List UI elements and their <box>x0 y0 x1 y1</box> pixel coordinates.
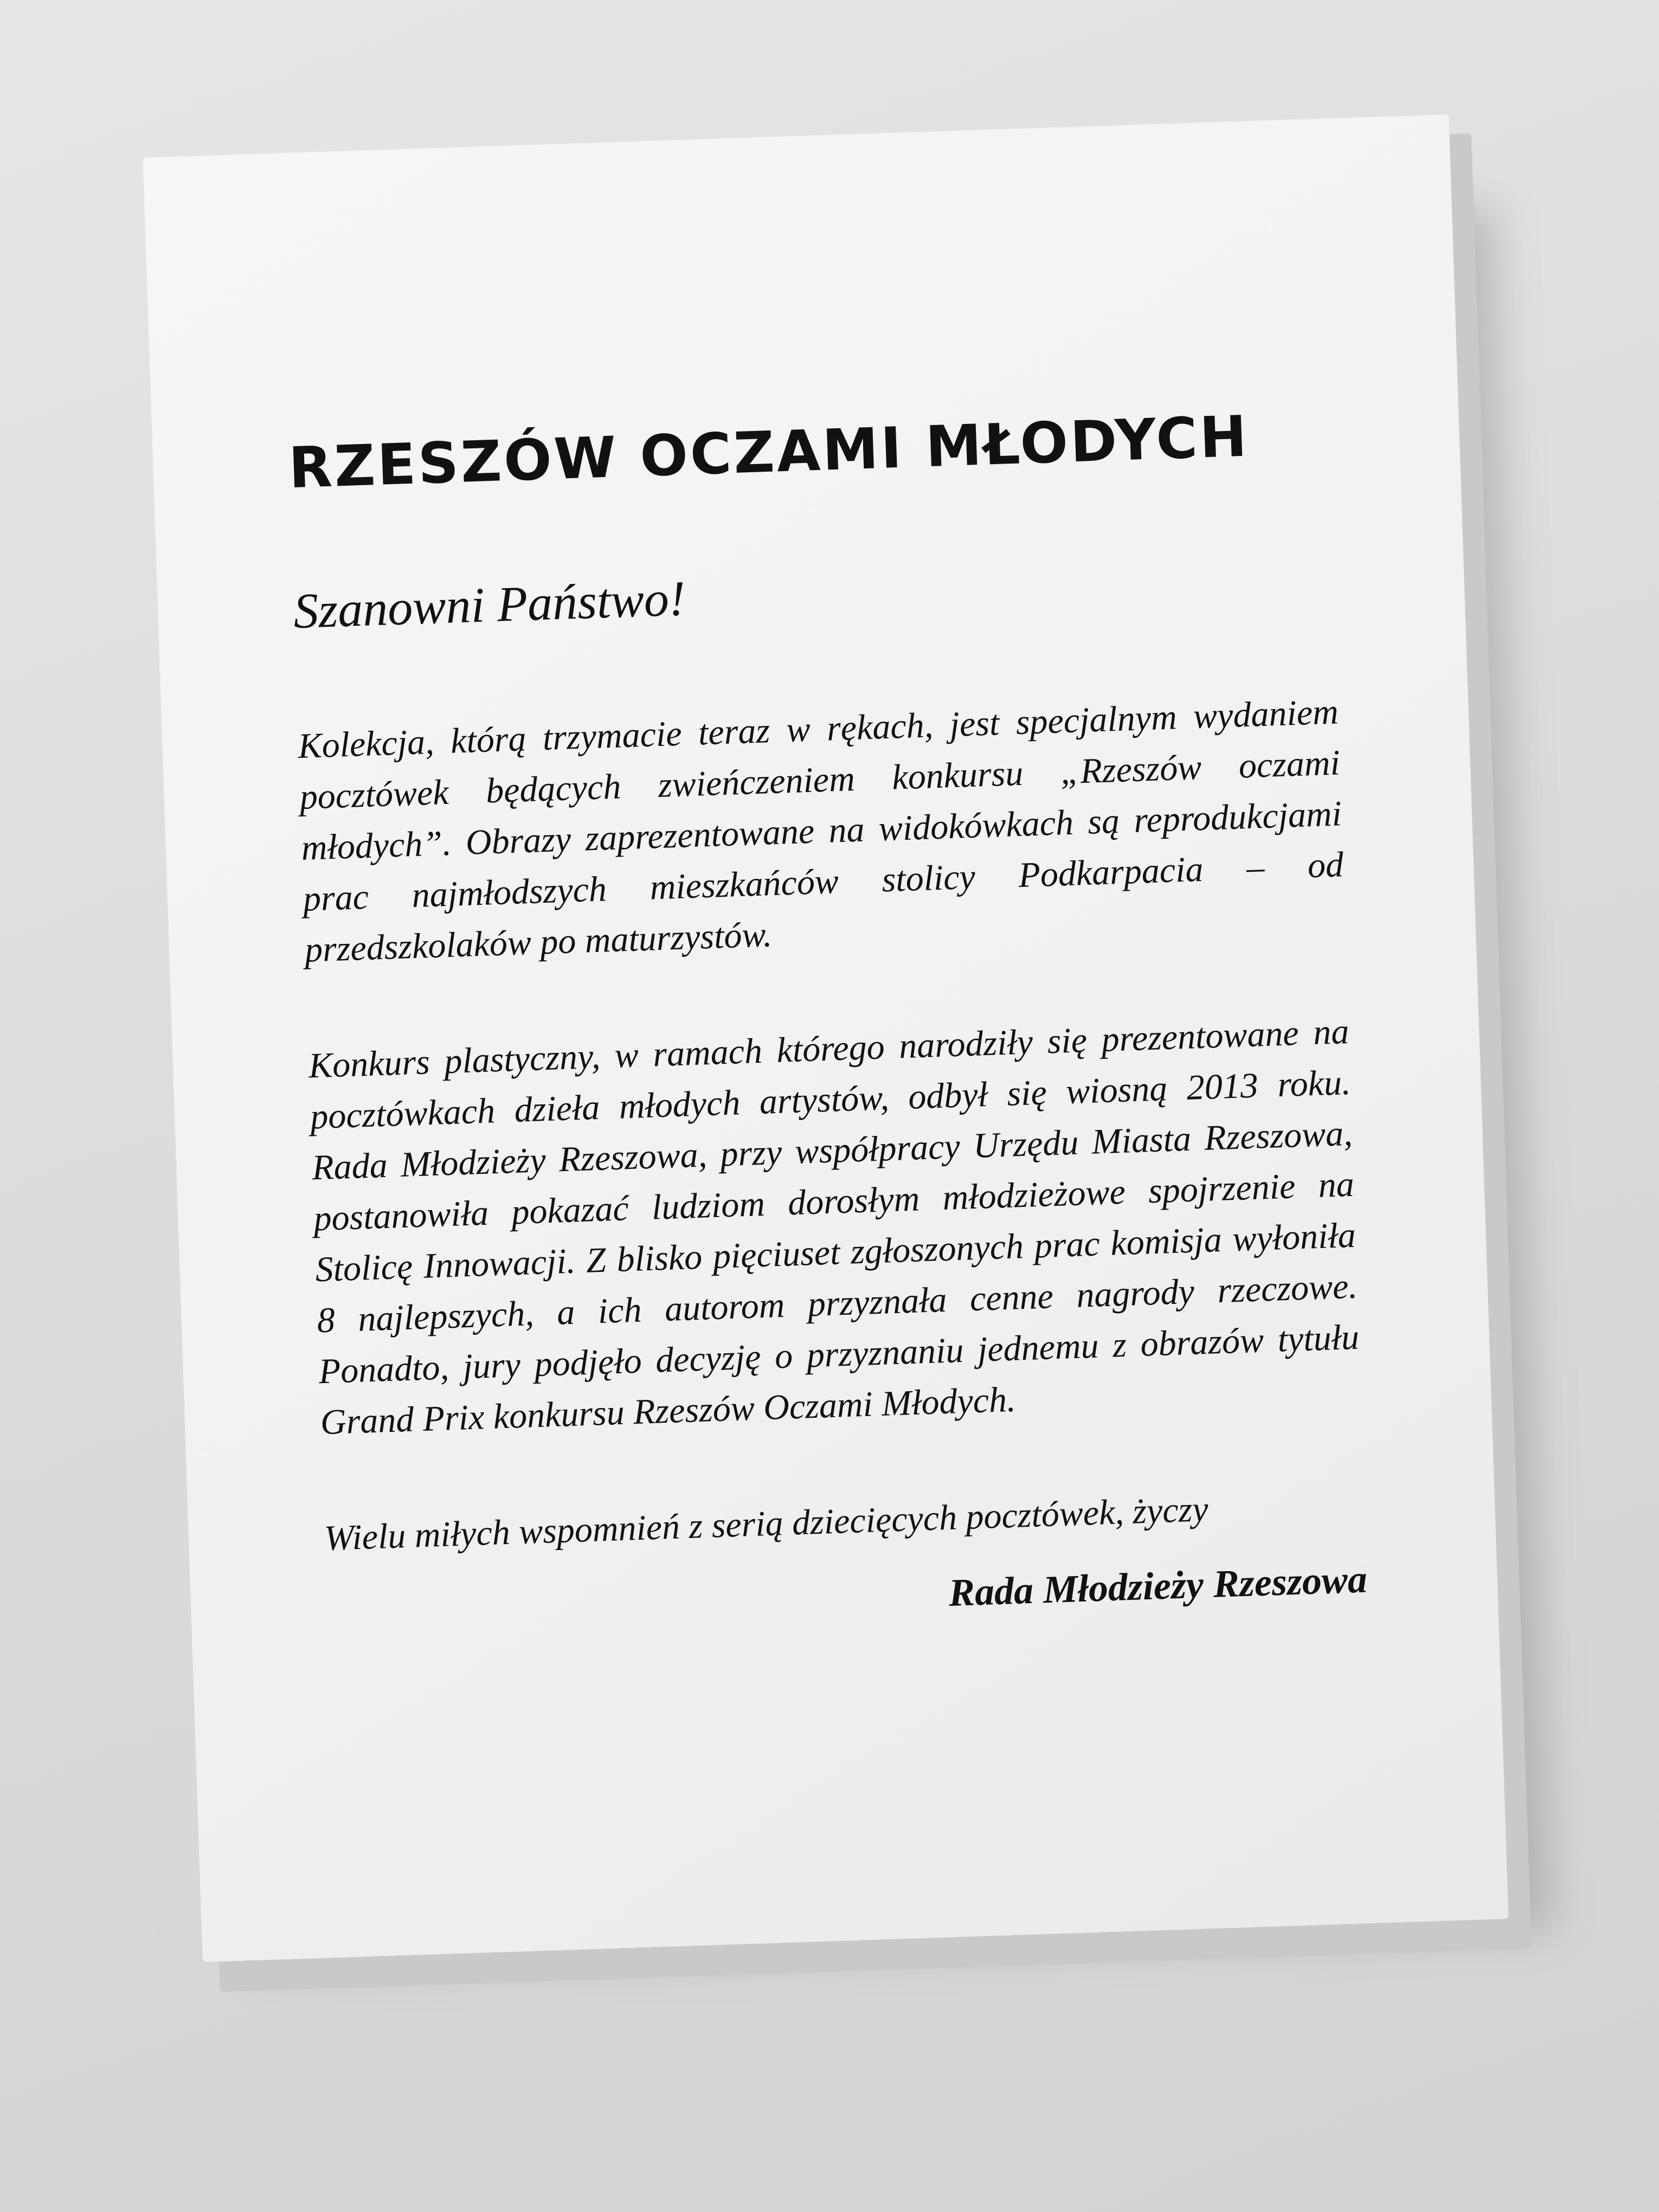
paragraph-1: Kolekcja, którą trzymacie teraz w rękach, jest specjalnym wydaniem pocztówek będących zwieńczeniem konkursu „Rzeszów oczami młodych”. Obrazy zaprezentowane na widokówkach są reprodukcjami prac najmłodszych mieszkańców stolicy Podkarpacia – od przedszkolaków po maturzystów. <box>297 692 1345 970</box>
postcard-booklet-back <box>143 114 1508 1962</box>
signature: Rada Młodzieży Rzeszowa <box>948 1557 1368 1615</box>
paragraph-2: Konkurs plastyczny, w ramach którego narodziły się prezentowane na pocztówkach dzieła młodych artystów, odbył się wiosną 2013 roku. Rada Młodzieży Rzeszowa, przy współpracy Urzędu Miasta Rzeszowa, postanowiła pokazać ludziom dorosłym młodzieżowe spojrzenie na Stolicę Innowacji. Z blisko pięciuset zgłoszonych prac komisja wyłoniła 8 najlepszych, a ich autorom przyznała cenne nagrody rzeczowe. Ponadto, jury podjęło decyzję o przyznaniu jednemu z obrazów tytułu Grand Prix konkursu Rzeszów Oczami Młodych. <box>307 1012 1360 1443</box>
salutation: Szanowni Państwo! <box>292 570 686 639</box>
closing-line: Wielu miłych wspomnień z serią dziecięcych pocztówek, życzy <box>323 1489 1209 1559</box>
document-title: RZESZÓW OCZAMI MŁODYCH <box>287 403 1250 501</box>
